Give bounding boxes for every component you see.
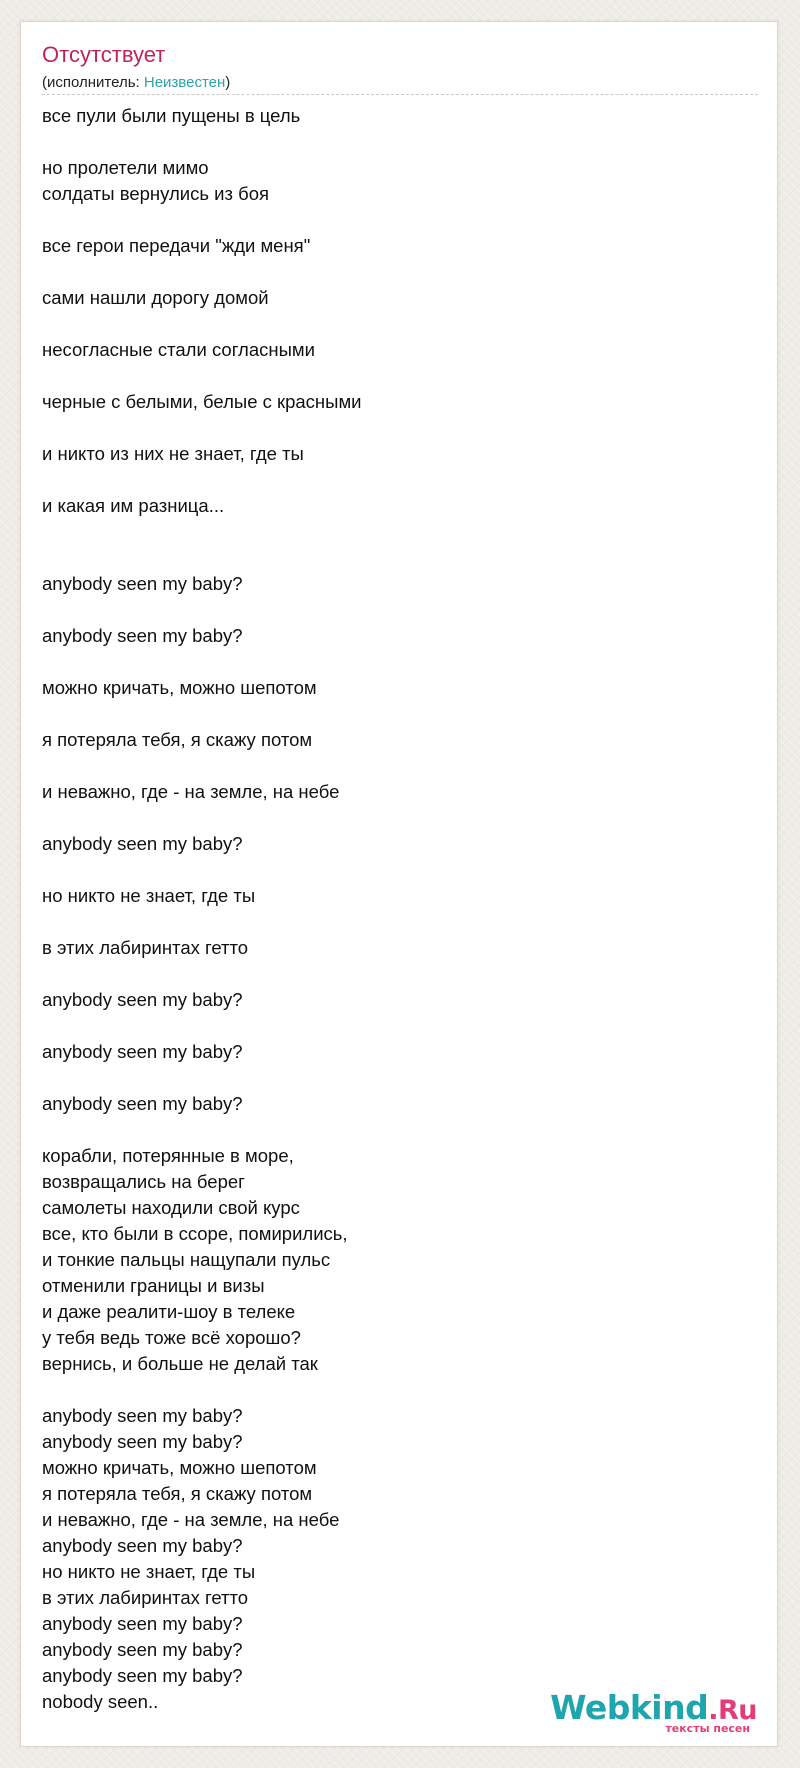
lyrics-blank-line [42, 129, 742, 155]
lyrics-blank-line [42, 649, 742, 675]
lyrics-blank-line [42, 1013, 742, 1039]
lyrics-line: все герои передачи "жди меня" [42, 235, 311, 256]
lyrics-blank-line [42, 545, 742, 571]
lyrics-line: можно кричать, можно шепотом [42, 1457, 317, 1478]
lyrics-blank-line [42, 753, 742, 779]
lyrics-line: anybody seen my baby? [42, 1613, 243, 1634]
lyrics-line: корабли, потерянные в море, [42, 1145, 294, 1166]
lyrics-line: и какая им разница... [42, 495, 225, 516]
lyrics-line: anybody seen my baby? [42, 573, 243, 594]
artist-line [42, 74, 230, 92]
lyrics-line: и неважно, где - на земле, на небе [42, 1509, 340, 1530]
lyrics-line: черные с белыми, белые с красными [42, 391, 362, 412]
lyrics-blank-line [42, 415, 742, 441]
lyrics-blank-line [42, 1065, 742, 1091]
lyrics-line: все, кто были в ссоре, помирились, [42, 1223, 348, 1244]
lyrics-line: но никто не знает, где ты [42, 1561, 256, 1582]
lyrics-blank-line [42, 207, 742, 233]
lyrics-line: anybody seen my baby? [42, 1665, 243, 1686]
lyrics-line: anybody seen my baby? [42, 625, 243, 646]
lyrics-line: но никто не знает, где ты [42, 885, 256, 906]
lyrics-line: в этих лабиринтах гетто [42, 937, 249, 958]
lyrics-line: nobody seen.. [42, 1691, 159, 1712]
lyrics-blank-line [42, 1377, 742, 1403]
lyrics-blank-line [42, 805, 742, 831]
lyrics-line: сами нашли дорогу домой [42, 287, 269, 308]
lyrics-line: возвращались на берег [42, 1171, 245, 1192]
lyrics-line: и даже реалити-шоу в телеке [42, 1301, 296, 1322]
lyrics-line: вернись, и больше не делай так [42, 1353, 318, 1374]
lyrics-blank-line [42, 909, 742, 935]
lyrics-blank-line [42, 701, 742, 727]
lyrics-line: anybody seen my baby? [42, 1041, 243, 1062]
lyrics-blank-line [42, 259, 742, 285]
lyrics-blank-line [42, 311, 742, 337]
lyrics-blank-line [42, 363, 742, 389]
lyrics-text [42, 103, 742, 1715]
lyrics-blank-line [42, 1117, 742, 1143]
artist-link[interactable]: Неизвестен [143, 74, 226, 91]
lyrics-blank-line [42, 961, 742, 987]
song-title: Отсутствует [42, 42, 166, 67]
lyrics-line: отменили границы и визы [42, 1275, 265, 1296]
artist-suffix: ) [225, 74, 231, 91]
lyrics-line: можно кричать, можно шепотом [42, 677, 317, 698]
logo-tagline: тексты песен [665, 1722, 750, 1735]
lyrics-line: несогласные стали согласными [42, 339, 315, 360]
lyrics-line: anybody seen my baby? [42, 1639, 243, 1660]
lyrics-line: я потеряла тебя, я скажу потом [42, 1483, 313, 1504]
lyrics-card [20, 21, 778, 1747]
lyrics-blank-line [42, 597, 742, 623]
lyrics-line: anybody seen my baby? [42, 833, 243, 854]
site-logo[interactable] [552, 1690, 762, 1736]
logo-tld: .Ru [708, 1695, 757, 1726]
lyrics-line: и неважно, где - на земле, на небе [42, 781, 340, 802]
lyrics-blank-line [42, 519, 742, 545]
lyrics-line: все пули были пущены в цель [42, 105, 301, 126]
lyrics-line: anybody seen my baby? [42, 1093, 243, 1114]
lyrics-line: самолеты находили свой курс [42, 1197, 300, 1218]
lyrics-line: anybody seen my baby? [42, 1535, 243, 1556]
lyrics-line: anybody seen my baby? [42, 1431, 243, 1452]
lyrics-line: anybody seen my baby? [42, 989, 243, 1010]
lyrics-line: в этих лабиринтах гетто [42, 1587, 249, 1608]
lyrics-line: anybody seen my baby? [42, 1405, 243, 1426]
lyrics-blank-line [42, 857, 742, 883]
lyrics-line: у тебя ведь тоже всё хорошо? [42, 1327, 301, 1348]
lyrics-blank-line [42, 467, 742, 493]
logo-name: Webkind [550, 1688, 709, 1727]
lyrics-line: но пролетели мимо [42, 157, 209, 178]
lyrics-line: и никто из них не знает, где ты [42, 443, 304, 464]
title-divider [42, 94, 758, 95]
artist-prefix: (исполнитель: [42, 74, 144, 91]
lyrics-line: я потеряла тебя, я скажу потом [42, 729, 313, 750]
lyrics-line: и тонкие пальцы нащупали пульс [42, 1249, 331, 1270]
lyrics-line: солдаты вернулись из боя [42, 183, 269, 204]
